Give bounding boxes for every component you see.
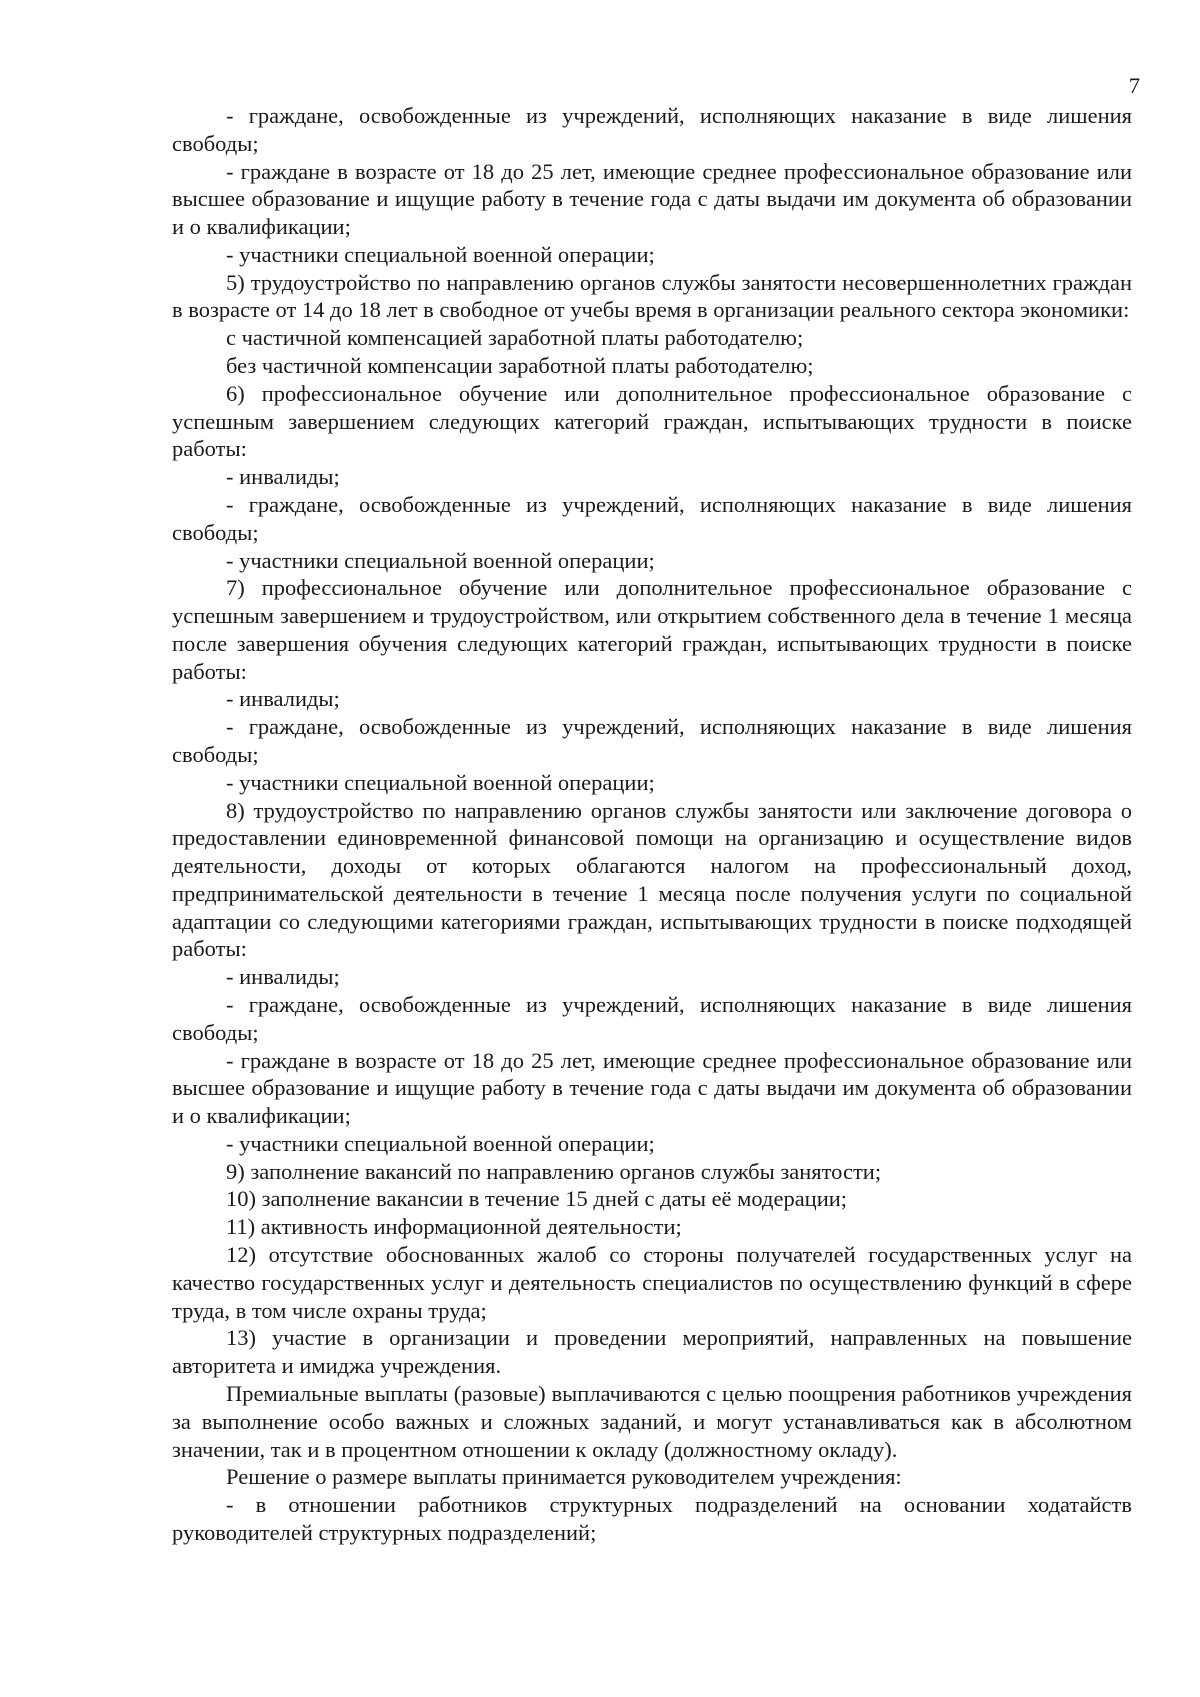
paragraph: 5) трудоустройство по направлению органов службы занятости несовершеннолетних граждан в возрасте от 14 до 18 лет в свободное от учебы время в организации реального сектора экономики: <box>172 269 1132 323</box>
paragraph: с частичной компенсацией заработной платы работодателю; <box>226 325 804 351</box>
paragraph: - граждане, освобожденные из учреждений, исполняющих наказание в виде лишения свободы; <box>172 714 1132 767</box>
paragraph: - граждане в возрасте от 18 до 25 лет, имеющие среднее профессиональное образование или высшее образование и ищущие работу в течение года с даты выдачи им документа об образовании и о квалификации; <box>172 158 1132 240</box>
paragraph: - участники специальной военной операции; <box>226 769 655 795</box>
paragraph: - участники специальной военной операции; <box>226 241 655 267</box>
paragraph: без частичной компенсации заработной платы работодателю; <box>226 353 814 379</box>
paragraph: - граждане, освобожденные из учреждений, исполняющих наказание в виде лишения свободы; <box>172 491 1132 545</box>
paragraph: 11) активность информационной деятельности; <box>226 1214 682 1240</box>
paragraph: 10) заполнение вакансии в течение 15 дней с даты её модерации; <box>226 1186 848 1212</box>
paragraph: - инвалиды; <box>226 686 340 712</box>
paragraph: - участники специальной военной операции; <box>226 547 655 573</box>
document-body <box>172 102 1132 1547</box>
paragraph: - инвалиды; <box>226 964 340 990</box>
paragraph: 7) профессиональное обучение или дополнительное профессиональное образование с успешным завершением и трудоустройством, или открытием собственного дела в течение 1 месяца после завершения обучения следующих категорий граждан, испытывающих трудности в поиске работы: <box>172 575 1132 684</box>
paragraph: 8) трудоустройство по направлению органов службы занятости или заключение договора о предоставлении единовременной финансовой помощи на организацию и осуществление видов деятельности, доходы от которых облагаются налогом на профессиональный доход, предпринимательской деятельности в течение 1 месяца после получения услуги по социальной адаптации со следующими категориями граждан, испытывающих трудности в поиске подходящей работы: <box>172 797 1132 962</box>
paragraph: - граждане, освобожденные из учреждений, исполняющих наказание в виде лишения свободы; <box>172 103 1132 156</box>
paragraph: Премиальные выплаты (разовые) выплачиваются с целью поощрения работников учреждения за выполнение особо важных и сложных заданий, и могут устанавливаться как в абсолютном значении, так и в процентном отношении к окладу (должностному окладу). <box>172 1380 1132 1462</box>
paragraph: - граждане, освобожденные из учреждений, исполняющих наказание в виде лишения свободы; <box>172 992 1132 1045</box>
paragraph: Решение о размере выплаты принимается руководителем учреждения: <box>226 1464 902 1490</box>
paragraph: 9) заполнение вакансий по направлению органов службы занятости; <box>226 1158 882 1184</box>
paragraph: - в отношении работников структурных подразделений на основании ходатайств руководителей структурных подразделений; <box>172 1492 1132 1545</box>
page-number: 7 <box>1128 73 1140 98</box>
paragraph: 12) отсутствие обоснованных жалоб со стороны получателей государственных услуг на качество государственных услуг и деятельность специалистов по осуществлению функций в сфере труда, в том числе охраны труда; <box>172 1242 1132 1323</box>
paragraph: 6) профессиональное обучение или дополнительное профессиональное образование с успешным завершением следующих категорий граждан, испытывающих трудности в поиске работы: <box>172 380 1132 462</box>
paragraph: - участники специальной военной операции; <box>226 1130 655 1156</box>
paragraph: - граждане в возрасте от 18 до 25 лет, имеющие среднее профессиональное образование или высшее образование и ищущие работу в течение года с даты выдачи им документа об образовании и о квалификации; <box>172 1047 1132 1129</box>
paragraph: 13) участие в организации и проведении мероприятий, направленных на повышение авторитета и имиджа учреждения. <box>172 1325 1132 1379</box>
paragraph: - инвалиды; <box>226 464 340 490</box>
